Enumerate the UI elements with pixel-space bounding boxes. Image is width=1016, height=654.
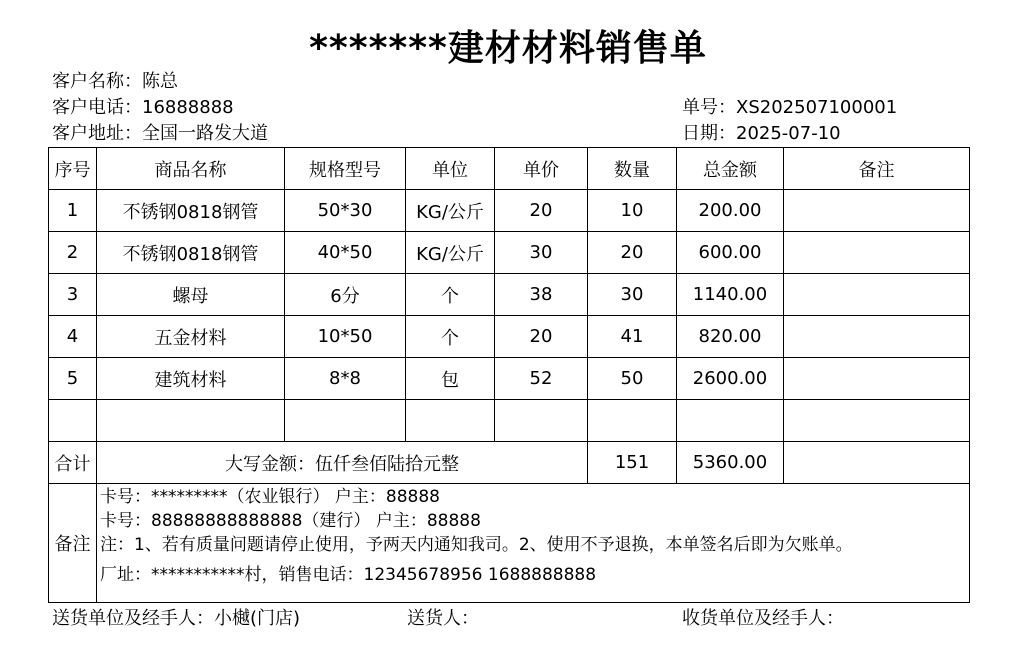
cell-remark <box>784 190 970 232</box>
customer-address-value: 全国一路发大道 <box>142 123 268 144</box>
cell-spec <box>285 400 406 442</box>
cell-index <box>49 400 97 442</box>
cell-amount <box>677 400 784 442</box>
cell-price: 20 <box>495 316 588 358</box>
customer-address-line <box>52 121 268 146</box>
header-cell-price: 单价 <box>495 148 588 190</box>
table-header-row <box>49 148 970 190</box>
order-date-label: 日期： <box>682 123 736 144</box>
total-label: 合计 <box>49 442 97 484</box>
note-line-address: 厂址：***********村，销售电话：12345678956 1688888888 <box>100 565 597 585</box>
deliverer-unit: 送货单位及经手人：小樾(门店) <box>52 608 301 629</box>
note-line-bank-1: 卡号：*********（农业银行） 户主：88888 <box>100 487 440 507</box>
cell-spec: 6分 <box>285 274 406 316</box>
total-row <box>49 442 970 484</box>
cell-product: 不锈钢0818钢管 <box>97 232 285 274</box>
cell-remark <box>784 400 970 442</box>
order-number-value: XS202507100001 <box>736 97 898 118</box>
cell-amount: 1140.00 <box>677 274 784 316</box>
cell-price <box>495 400 588 442</box>
cell-price: 20 <box>495 190 588 232</box>
total-remark <box>784 442 970 484</box>
header-cell-index: 序号 <box>49 148 97 190</box>
cell-unit: KG/公斤 <box>406 232 495 274</box>
table-row <box>49 232 970 274</box>
cell-spec: 40*50 <box>285 232 406 274</box>
table-row <box>49 190 970 232</box>
customer-name-value: 陈总 <box>142 71 178 92</box>
sales-table <box>48 147 970 603</box>
customer-phone-label: 客户电话： <box>52 97 142 118</box>
cell-remark <box>784 274 970 316</box>
cell-unit: 个 <box>406 316 495 358</box>
table-row <box>49 358 970 400</box>
order-date-value: 2025-07-10 <box>736 123 841 144</box>
deliverer: 送货人： <box>407 608 479 629</box>
cell-unit: 包 <box>406 358 495 400</box>
header-cell-quantity: 数量 <box>588 148 677 190</box>
cell-product: 不锈钢0818钢管 <box>97 190 285 232</box>
table-row <box>49 274 970 316</box>
header-cell-remark: 备注 <box>784 148 970 190</box>
cell-quantity <box>588 400 677 442</box>
cell-spec: 50*30 <box>285 190 406 232</box>
table-row <box>49 316 970 358</box>
notes-row <box>49 484 970 603</box>
customer-address-label: 客户地址： <box>52 123 142 144</box>
cell-index: 1 <box>49 190 97 232</box>
notes-cell <box>97 484 970 603</box>
total-quantity: 151 <box>588 442 677 484</box>
note-line-terms: 注：1、若有质量问题请停止使用，予两天内通知我司。2、使用不予退换，本单签名后即为欠账单。 <box>100 535 853 555</box>
order-date-line <box>682 121 841 146</box>
cell-product <box>97 400 285 442</box>
header-cell-unit: 单位 <box>406 148 495 190</box>
cell-index: 4 <box>49 316 97 358</box>
cell-quantity: 20 <box>588 232 677 274</box>
cell-remark <box>784 316 970 358</box>
header-cell-spec: 规格型号 <box>285 148 406 190</box>
total-amount-words: 大写金额：伍仟叁佰陆拾元整 <box>97 442 588 484</box>
header-cell-amount: 总金额 <box>677 148 784 190</box>
note-line-bank-2: 卡号：88888888888888（建行） 户主：88888 <box>100 511 481 531</box>
cell-price: 52 <box>495 358 588 400</box>
cell-spec: 10*50 <box>285 316 406 358</box>
cell-index: 3 <box>49 274 97 316</box>
customer-phone-value: 16888888 <box>142 97 234 118</box>
cell-price: 30 <box>495 232 588 274</box>
cell-amount: 820.00 <box>677 316 784 358</box>
cell-quantity: 41 <box>588 316 677 358</box>
cell-unit: 个 <box>406 274 495 316</box>
total-amount: 5360.00 <box>677 442 784 484</box>
order-number-label: 单号： <box>682 97 736 118</box>
cell-price: 38 <box>495 274 588 316</box>
cell-remark <box>784 358 970 400</box>
cell-index: 5 <box>49 358 97 400</box>
cell-product: 五金材料 <box>97 316 285 358</box>
order-number-line <box>682 95 897 120</box>
header-cell-product: 商品名称 <box>97 148 285 190</box>
cell-unit: KG/公斤 <box>406 190 495 232</box>
customer-name-label: 客户名称： <box>52 71 142 92</box>
notes-label: 备注 <box>49 484 97 603</box>
cell-product: 建筑材料 <box>97 358 285 400</box>
cell-amount: 2600.00 <box>677 358 784 400</box>
table-row-empty <box>49 400 970 442</box>
cell-index: 2 <box>49 232 97 274</box>
customer-name-line <box>52 69 178 94</box>
customer-phone-line <box>52 95 234 120</box>
cell-amount: 600.00 <box>677 232 784 274</box>
cell-quantity: 30 <box>588 274 677 316</box>
cell-amount: 200.00 <box>677 190 784 232</box>
cell-quantity: 10 <box>588 190 677 232</box>
cell-spec: 8*8 <box>285 358 406 400</box>
cell-product: 螺母 <box>97 274 285 316</box>
receiver: 收货单位及经手人： <box>682 608 844 629</box>
cell-unit <box>406 400 495 442</box>
page-title: *******建材材料销售单 <box>309 28 707 69</box>
cell-remark <box>784 232 970 274</box>
cell-quantity: 50 <box>588 358 677 400</box>
